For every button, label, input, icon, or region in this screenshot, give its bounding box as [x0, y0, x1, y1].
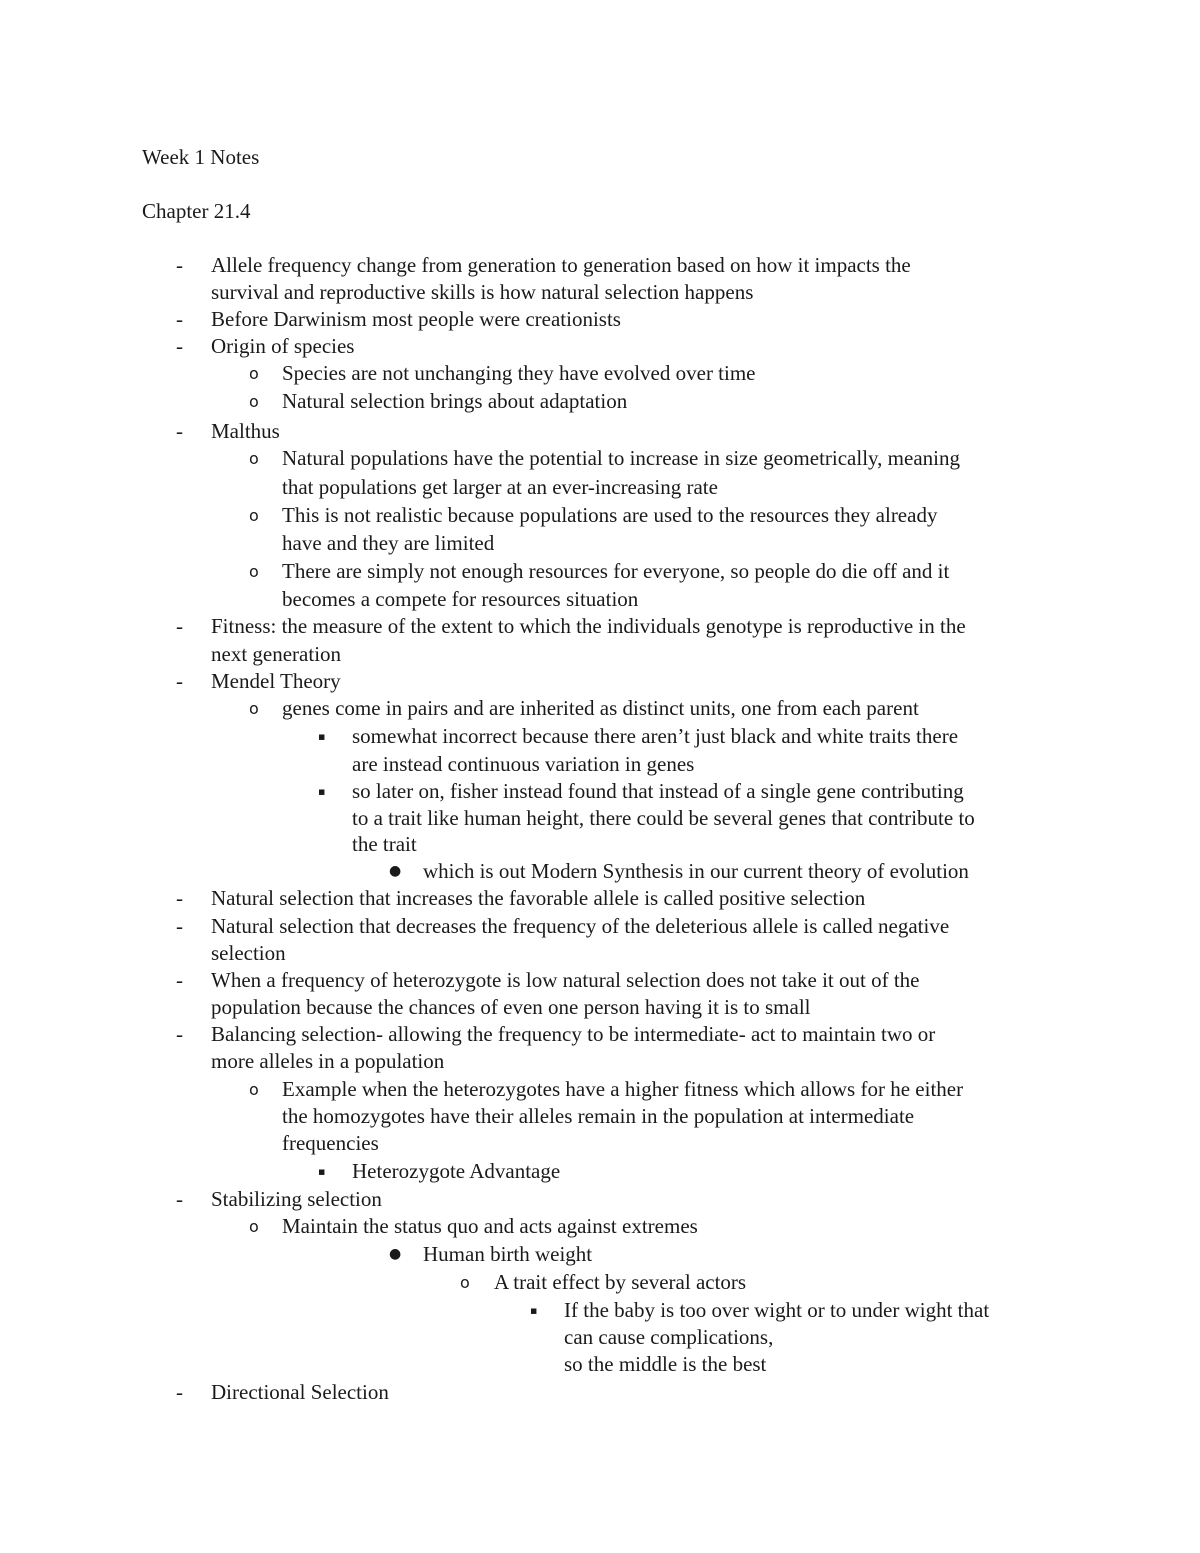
circle-bullet: o [249, 1080, 259, 1099]
list-item-text: A trait effect by several actors [494, 1270, 747, 1294]
circle-bullet: o [249, 392, 259, 411]
list-item-text: This is not realistic because populations are used to the resources they already [282, 503, 938, 527]
list-item-text: the trait [352, 832, 417, 856]
list-item-text: next generation [211, 642, 342, 666]
list-item-text: If the baby is too over wight or to under wight that [564, 1298, 990, 1322]
list-item-text: Mendel Theory [211, 669, 341, 693]
dash-bullet: - [176, 1187, 183, 1211]
list-item-text: survival and reproductive skills is how natural selection happens [211, 280, 754, 304]
list-item-text: have and they are limited [282, 531, 495, 555]
square-bullet: ▪ [318, 1165, 326, 1178]
square-bullet: ▪ [318, 730, 326, 743]
circle-bullet: o [249, 364, 259, 383]
dash-bullet: - [176, 334, 183, 358]
list-item-text: Fitness: the measure of the extent to which the individuals genotype is reproductive in the [211, 614, 966, 638]
dash-bullet: - [176, 253, 183, 277]
list-item-text: Origin of species [211, 334, 355, 358]
list-item-text: Example when the heterozygotes have a higher fitness which allows for he either [282, 1077, 964, 1101]
list-item-text: selection [211, 941, 286, 965]
dot-bullet: ● [389, 863, 402, 879]
list-item-text: Human birth weight [423, 1242, 593, 1266]
list-item-text: Allele frequency change from generation to generation based on how it impacts the [211, 253, 911, 277]
dash-bullet: - [176, 1380, 183, 1404]
list-item-text: more alleles in a population [211, 1049, 445, 1073]
list-item-text: that populations get larger at an ever-increasing rate [282, 475, 718, 499]
dash-bullet: - [176, 614, 183, 638]
list-item-text: the homozygotes have their alleles remain in the population at intermediate [282, 1104, 915, 1128]
dash-bullet: - [176, 669, 183, 693]
list-item-text: which is out Modern Synthesis in our current theory of evolution [423, 859, 969, 883]
list-item-text: genes come in pairs and are inherited as distinct units, one from each parent [282, 696, 919, 720]
dash-bullet: - [176, 914, 183, 938]
list-item-text: can cause complications, [564, 1325, 774, 1349]
dash-bullet: - [176, 1022, 183, 1046]
list-item-text: Directional Selection [211, 1380, 389, 1404]
dash-bullet: - [176, 968, 183, 992]
list-item-text: When a frequency of heterozygote is low natural selection does not take it out of the [211, 968, 920, 992]
list-item-text: so the middle is the best [564, 1352, 767, 1376]
list-item-text: Natural selection brings about adaptation [282, 389, 628, 413]
circle-bullet: o [460, 1273, 470, 1292]
list-item-text: somewhat incorrect because there aren’t just black and white traits there [352, 724, 959, 748]
list-item-text: Natural selection that increases the favorable allele is called positive selection [211, 886, 866, 910]
circle-bullet: o [249, 506, 259, 525]
list-item-text: Maintain the status quo and acts against extremes [282, 1214, 698, 1238]
list-item-text: Species are not unchanging they have evolved over time [282, 361, 756, 385]
list-item-text: becomes a compete for resources situation [282, 587, 639, 611]
square-bullet: ▪ [530, 1304, 538, 1317]
list-item-text: Balancing selection- allowing the frequency to be intermediate- act to maintain two or [211, 1022, 936, 1046]
list-item-text: frequencies [282, 1131, 379, 1155]
list-item-text: Stabilizing selection [211, 1187, 382, 1211]
list-item-text: Natural populations have the potential to increase in size geometrically, meaning [282, 446, 960, 470]
list-item-text: population because the chances of even one person having it is to small [211, 995, 811, 1019]
list-item-text: to a trait like human height, there could be several genes that contribute to [352, 806, 975, 830]
dash-bullet: - [176, 307, 183, 331]
list-item-text: Before Darwinism most people were creationists [211, 307, 621, 331]
list-item-text: Heterozygote Advantage [352, 1159, 561, 1183]
circle-bullet: o [249, 699, 259, 718]
page-title: Week 1 Notes [142, 145, 260, 169]
list-item-text: so later on, fisher instead found that instead of a single gene contributing [352, 779, 964, 803]
list-item-text: Malthus [211, 419, 280, 443]
list-item-text: Natural selection that decreases the frequency of the deleterious allele is called negative [211, 914, 950, 938]
list-item-text: are instead continuous variation in genes [352, 752, 695, 776]
dot-bullet: ● [389, 1246, 402, 1262]
circle-bullet: o [249, 449, 259, 468]
circle-bullet: o [249, 562, 259, 581]
square-bullet: ▪ [318, 785, 326, 798]
chapter-heading: Chapter 21.4 [142, 199, 251, 223]
list-item-text: There are simply not enough resources for everyone, so people do die off and it [282, 559, 950, 583]
circle-bullet: o [249, 1217, 259, 1236]
dash-bullet: - [176, 886, 183, 910]
dash-bullet: - [176, 419, 183, 443]
